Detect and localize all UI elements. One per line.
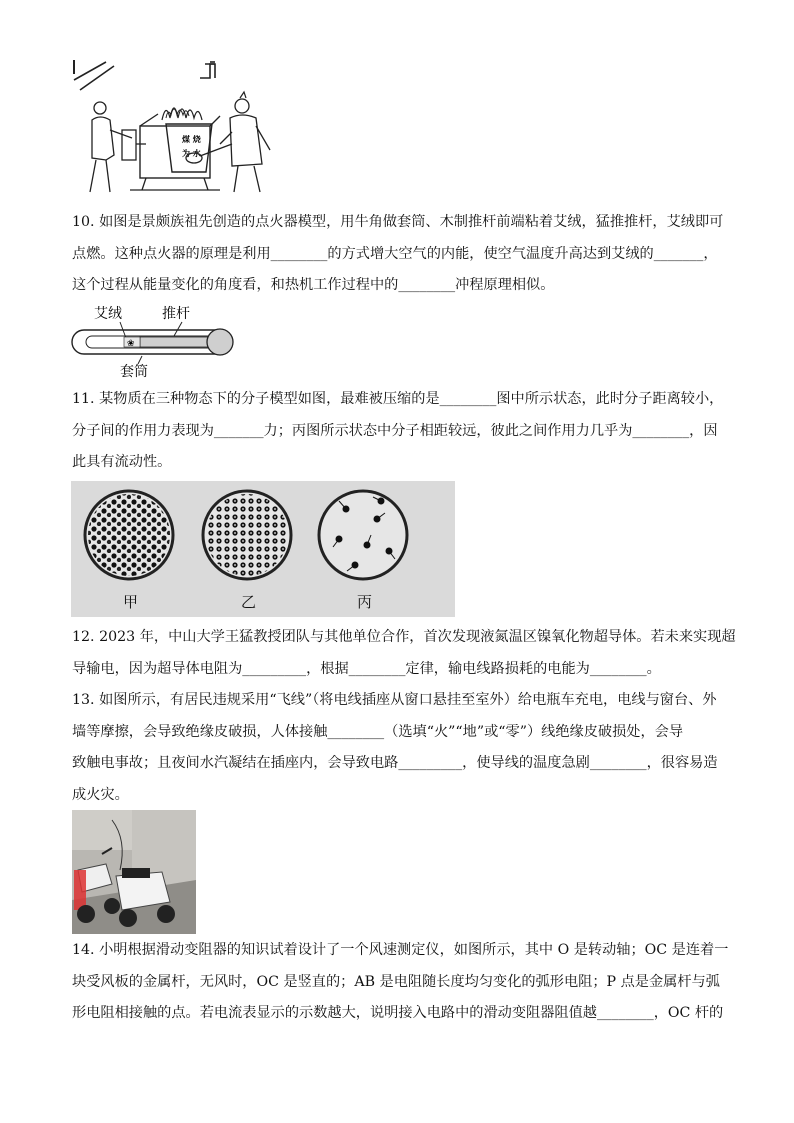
q13-line-1: 13. 如图所示，有居民违规采用“飞线”（将电线插座从窗口悬挂至室外）给电瓶车充电，电线与窗台、外 [72, 692, 717, 708]
question-10 [72, 207, 724, 302]
label-rod: 推杆 [162, 306, 190, 322]
q13-line-4: 成火灾。 [72, 786, 129, 803]
q10-line-3: 这个过程从能量变化的角度看，和热机工作过程中的________冲程原理相似。 [72, 277, 555, 293]
q14-line-1: 14. 小明根据滑动变阻器的知识试着设计了一个风速测定仪，如图所示，其中 O 是转动轴；OC 是连着一 [72, 942, 729, 958]
q10-line-2: 点燃。这种点火器的原理是利用________的方式增大空气的内能，使空气温度升高达到艾绒的_______， [72, 245, 718, 262]
q11-line-2: 分子间的作用力表现为_______力；丙图所示状态中分子相距较远，彼此之间作用力几乎为________，因 [72, 422, 718, 439]
q13-line-3: 致触电事故；且夜间水汽凝结在插座内，会导致电路_________，使导线的温度急剧________，很容易造 [72, 755, 718, 771]
question-14 [72, 935, 729, 1030]
ancient-furnace-illustration [70, 60, 290, 200]
label-bing: 丙 [357, 593, 373, 611]
q11-line-1: 11. 某物质在三种物态下的分子模型如图，最难被压缩的是________图中所示状态，此时分子距离较小， [72, 391, 724, 407]
label-jia: 甲 [123, 593, 139, 611]
question-11 [72, 384, 724, 479]
q14-line-3: 形电阻相接触的点。若电流表显示的示数越大，说明接入电路中的滑动变阻器阻值越________，OC 杆的 [72, 1005, 724, 1021]
question-12 [72, 622, 736, 685]
label-moxa: 艾绒 [94, 306, 122, 322]
furnace-text-1: 煤 烧 [182, 134, 201, 144]
label-yi: 乙 [241, 593, 257, 611]
q12-line-1: 12. 2023 年，中山大学王猛教授团队与其他单位合作，首次发现液氮温区镍氧化物超导体。若未来实现超 [72, 629, 736, 645]
molecule-models-figure [71, 481, 455, 617]
q13-line-2: 墙等摩擦，会导致绝缘皮破损，人体接触________（选填“火”“地”或“零”）线绝缘皮破损处，会导 [72, 723, 684, 740]
q10-line-1: 10. 如图是景颇族祖先创造的点火器模型，用牛角做套筒、木制推杆前端粘着艾绒，猛推推杆，艾绒即可 [72, 214, 724, 230]
label-sleeve: 套筒 [120, 364, 148, 380]
svg-text:❀: ❀ [127, 339, 135, 349]
q14-line-2: 块受风板的金属杆，无风时，OC 是竖直的；AB 是电阻随长度均匀变化的弧形电阻；P 点是金属杆与弧 [72, 973, 720, 990]
question-13 [72, 685, 724, 811]
q11-line-3: 此具有流动性。 [72, 454, 172, 470]
furnace-text-2: 为 水 [182, 148, 201, 158]
fire-piston-diagram [70, 302, 240, 380]
q12-line-2: 导输电，因为超导体电阻为_________，根据________定律，输电线路损耗的电能为________。 [72, 660, 661, 677]
ebike-charging-photo [72, 810, 196, 934]
